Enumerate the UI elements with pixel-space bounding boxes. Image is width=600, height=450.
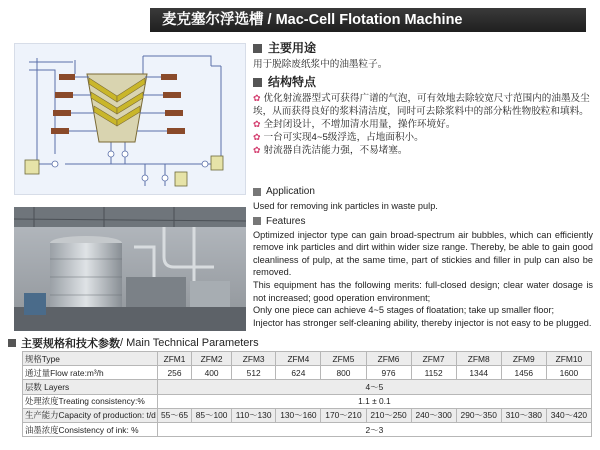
spec-table [22, 351, 592, 437]
features-paragraph: Only one piece can achieve 4~5 stages of floatation; take up smaller floor; [253, 305, 555, 316]
square-bullet-icon [253, 78, 262, 87]
square-bullet-icon [253, 217, 261, 225]
square-bullet-icon [253, 44, 262, 53]
value-cell: 85～100 [192, 408, 232, 422]
value-cell: 400 [192, 366, 232, 380]
chinese-description [253, 41, 593, 157]
flower-bullet-icon: ✿ [253, 144, 261, 155]
table-row-consistency [23, 394, 592, 408]
model-cell: ZFM2 [192, 352, 232, 366]
feature-item: ✿ 全封闭设计，不增加清水用量，操作环境好。 [253, 118, 456, 130]
value-cell: 170～210 [321, 408, 366, 422]
model-cell: ZFM7 [411, 352, 456, 366]
features-paragraph: Optimized injector type can gain broad-spectrum air bubbles, which can efficiently remove ink particles and dirt within wider size range. Thereby, be able to gain good cleanliness of pulp, at the same time, part of stickies and filler in pulp can also be removed. [253, 229, 593, 278]
features-paragraph: Injector has stronger self-cleaning ability, thereby injector is not easy to be plugged. [253, 317, 592, 328]
model-cell: ZFM4 [276, 352, 321, 366]
feature-item: ✿ 一台可实现4~5级浮选，占地面积小。 [253, 131, 424, 143]
features-paragraph: This equipment has the following merits: full-closed design; clear water dosage is not increased; good operation environment; [253, 279, 593, 303]
value-cell: 4～5 [157, 380, 591, 394]
application-heading: Application [253, 185, 593, 198]
features-heading: Features [253, 215, 593, 228]
flotation-diagram-svg [15, 44, 247, 196]
table-row-layers [23, 380, 592, 394]
value-cell: 55～65 [157, 408, 191, 422]
model-cell: ZFM8 [456, 352, 501, 366]
model-cell: ZFM9 [501, 352, 546, 366]
table-row-type [23, 352, 592, 366]
feature-item: ✿ 射流器自洗洁能力强，不易堵塞。 [253, 144, 408, 156]
equipment-photo [14, 207, 246, 331]
use-text: 用于脱除废纸浆中的油墨粒子。 [253, 59, 388, 70]
value-cell: 800 [321, 366, 366, 380]
row-label: 通过量Flow rate:m³/h [23, 366, 158, 380]
value-cell: 624 [276, 366, 321, 380]
english-description [253, 185, 593, 329]
row-label: 生产能力Capacity of production: t/d [23, 408, 158, 422]
page-title: 麦克塞尔浮选槽 / Mac-Cell Flotation Machine [150, 8, 586, 32]
row-label: 规格Type [23, 352, 158, 366]
model-cell: ZFM1 [157, 352, 191, 366]
value-cell: 290～350 [456, 408, 501, 422]
flower-bullet-icon: ✿ [253, 92, 261, 103]
row-label: 处理浓度Treating consistency:% [23, 394, 158, 408]
process-diagram [14, 43, 246, 195]
value-cell: 1456 [501, 366, 546, 380]
value-cell: 130～160 [276, 408, 321, 422]
feature-item: ✿ 优化射流器型式可获得广谱的气泡，可有效地去除较宽尺寸范围内的油墨及尘埃，从而获得良好的浆料清洁度，同时可去除浆料中的部分粘性物胶粒和填料。 [253, 92, 590, 117]
value-cell: 256 [157, 366, 191, 380]
value-cell: 240～300 [411, 408, 456, 422]
value-cell: 512 [231, 366, 275, 380]
table-row-capacity [23, 408, 592, 422]
value-cell: 1.1 ± 0.1 [157, 394, 591, 408]
use-heading: 主要用途 [253, 41, 593, 56]
value-cell: 110～130 [231, 408, 275, 422]
application-text: Used for removing ink particles in waste pulp. [253, 201, 438, 211]
table-row-ink [23, 422, 592, 436]
feature-heading: 结构特点 [253, 75, 593, 90]
value-cell: 976 [366, 366, 411, 380]
square-bullet-icon [8, 339, 16, 347]
row-label: 层数 Layers [23, 380, 158, 394]
model-cell: ZFM6 [366, 352, 411, 366]
flower-bullet-icon: ✿ [253, 131, 261, 142]
machine-photo-svg [14, 207, 246, 331]
model-cell: ZFM10 [546, 352, 591, 366]
spec-heading: 主要规格和技术参数 / Main Technical Parameters [8, 335, 259, 351]
value-cell: 310～380 [501, 408, 546, 422]
value-cell: 1344 [456, 366, 501, 380]
table-row-flow [23, 366, 592, 380]
value-cell: 1600 [546, 366, 591, 380]
value-cell: 1152 [411, 366, 456, 380]
square-bullet-icon [253, 188, 261, 196]
value-cell: 2～3 [157, 422, 591, 436]
model-cell: ZFM3 [231, 352, 275, 366]
value-cell: 210～250 [366, 408, 411, 422]
row-label: 油墨浓度Consistency of ink: % [23, 422, 158, 436]
value-cell: 340～420 [546, 408, 591, 422]
model-cell: ZFM5 [321, 352, 366, 366]
flower-bullet-icon: ✿ [253, 118, 261, 129]
